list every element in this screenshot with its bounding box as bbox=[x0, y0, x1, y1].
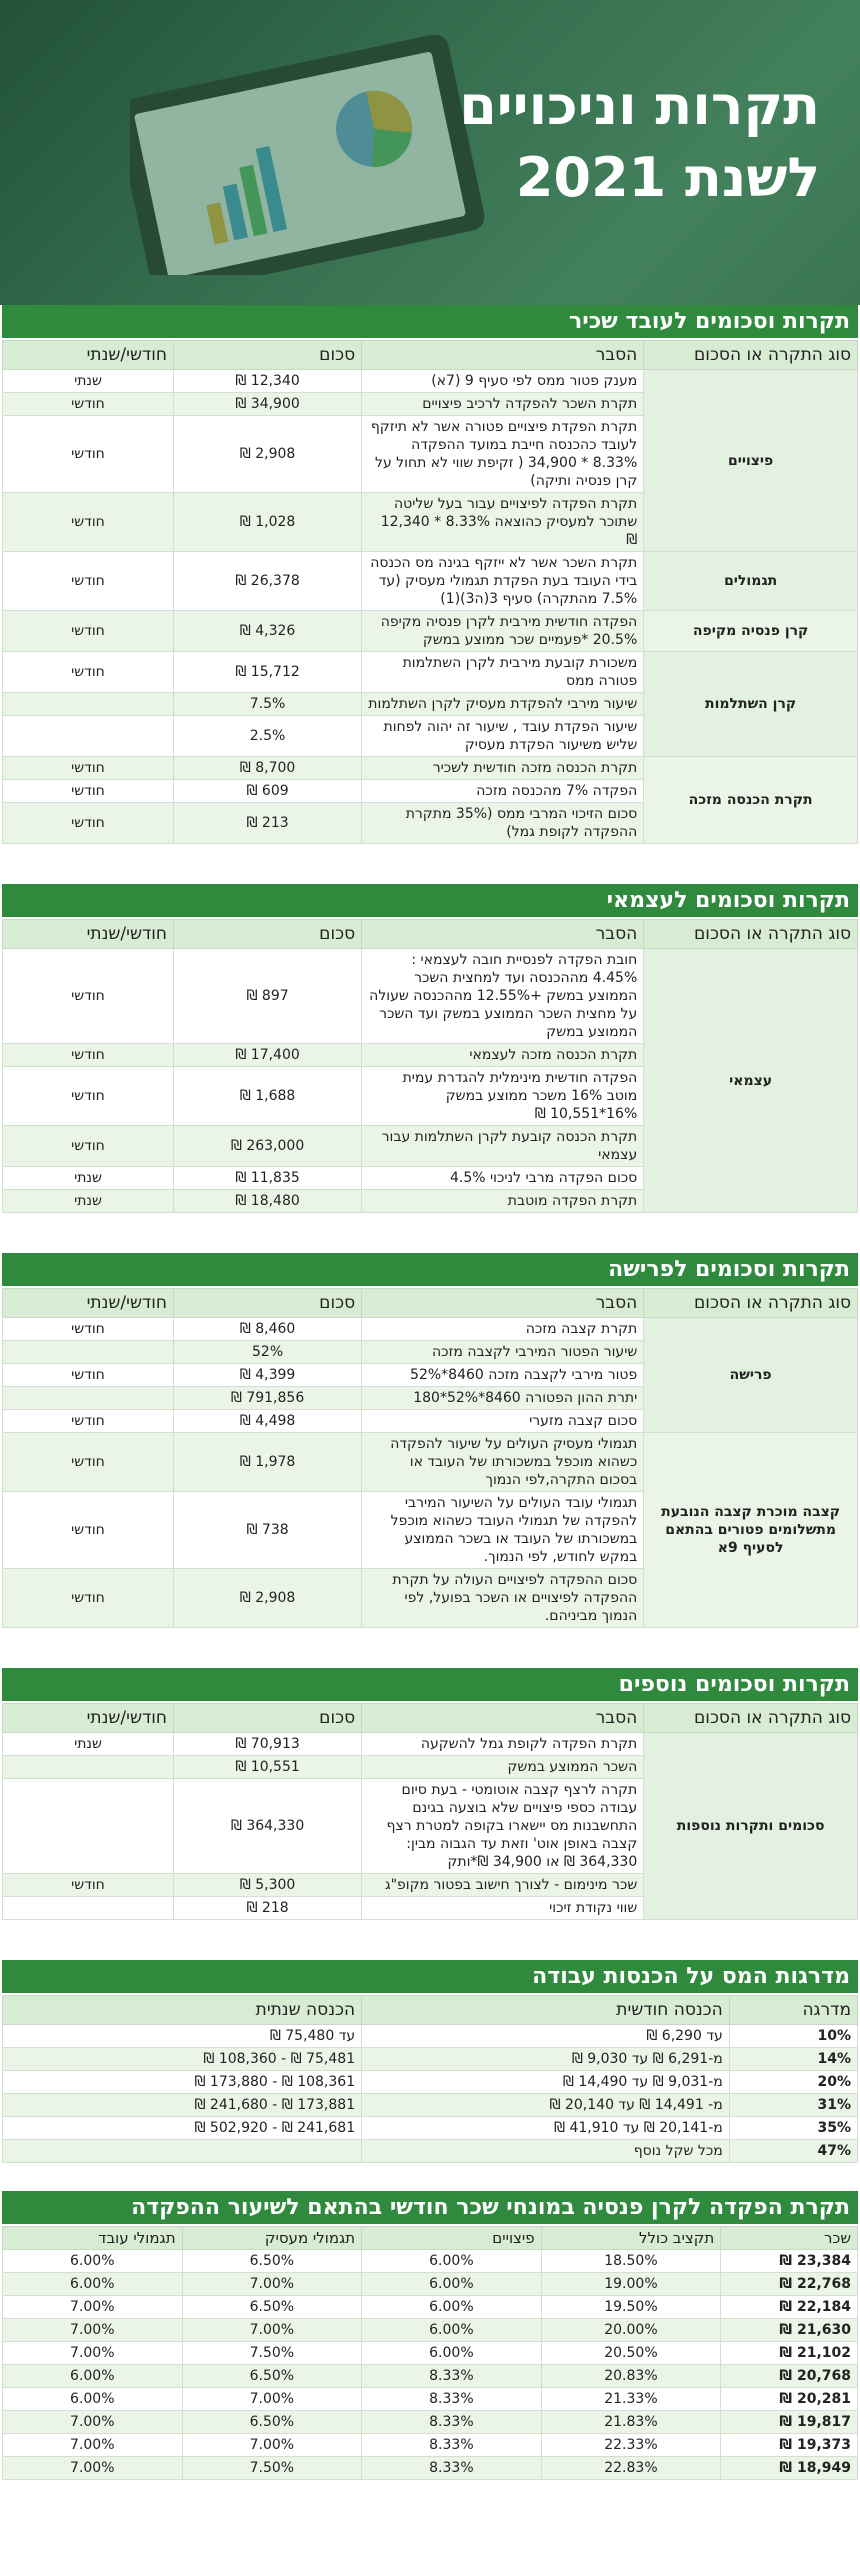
employee-table bbox=[2, 340, 858, 844]
desc-cell: תגמולי מעסיק העולים על שיעור להפקדה כשהוא מוכפל במשכורתו של העובד או בסכום התקרה,לפי הנמוך bbox=[362, 1433, 644, 1492]
table-row bbox=[3, 1733, 858, 1756]
table-row bbox=[3, 2388, 858, 2411]
freq-cell: חודשי bbox=[3, 552, 174, 611]
amount-cell: 7.5% bbox=[174, 693, 362, 716]
self-employed-table bbox=[2, 919, 858, 1213]
freq-cell: שנתי bbox=[3, 1167, 174, 1190]
desc-cell: תקרת הפקדת פיצויים פטורה אשר לא תיזקף לעובד כהכנסה חייבת במועד ההפקדה 8.33% * 34,900 ( זקיפת שווי לא תחול על קרן פנסיה ותיקה) bbox=[362, 416, 644, 493]
freq-cell: חודשי bbox=[3, 757, 174, 780]
severance-cell: 8.33% bbox=[362, 2411, 542, 2434]
amount-cell: 1,028 ₪ bbox=[174, 493, 362, 552]
col-header-severance: פיצויים bbox=[362, 2227, 542, 2250]
category-cell: פיצויים bbox=[644, 370, 858, 552]
freq-cell: חודשי bbox=[3, 1044, 174, 1067]
freq-cell: שנתי bbox=[3, 1733, 174, 1756]
freq-cell bbox=[3, 693, 174, 716]
desc-cell: שיעור מירבי להפקדת מעסיק לקרן השתלמות bbox=[362, 693, 644, 716]
table-row bbox=[3, 2273, 858, 2296]
desc-cell: פטור מירבי לקצבה מזכה 8460*52% bbox=[362, 1364, 644, 1387]
freq-cell bbox=[3, 1897, 174, 1920]
employer-cell: 7.50% bbox=[182, 2342, 362, 2365]
yearly-cell: 108,361 ₪ - 173,880 ₪ bbox=[3, 2071, 362, 2094]
employer-cell: 6.50% bbox=[182, 2250, 362, 2273]
table-header-row bbox=[3, 1704, 858, 1733]
monthly-cell: מ- 14,491 ₪ עד 20,140 ₪ bbox=[362, 2094, 730, 2117]
severance-cell: 8.33% bbox=[362, 2388, 542, 2411]
severance-cell: 6.00% bbox=[362, 2273, 542, 2296]
table-header-row bbox=[3, 920, 858, 949]
severance-cell: 8.33% bbox=[362, 2365, 542, 2388]
severance-cell: 8.33% bbox=[362, 2434, 542, 2457]
total-cell: 22.83% bbox=[541, 2457, 721, 2480]
salary-cell: 21,102 ₪ bbox=[721, 2342, 858, 2365]
desc-cell: שיעור הפטור המירבי לקצבה מזכה bbox=[362, 1341, 644, 1364]
desc-cell: שיעור הפקדת עובד , שיעור זה יהוה לפחות שליש משיעור הפקדת מעסיק bbox=[362, 716, 644, 757]
yearly-cell: 75,481 ₪ - 108,360 ₪ bbox=[3, 2048, 362, 2071]
total-cell: 22.33% bbox=[541, 2434, 721, 2457]
employee-section bbox=[2, 305, 858, 844]
desc-cell: סכום קצבה מזערי bbox=[362, 1410, 644, 1433]
freq-cell: חודשי bbox=[3, 1318, 174, 1341]
freq-cell: חודשי bbox=[3, 652, 174, 693]
table-row bbox=[3, 552, 858, 611]
amount-cell: 52% bbox=[174, 1341, 362, 1364]
table-row bbox=[3, 2411, 858, 2434]
table-row bbox=[3, 2250, 858, 2273]
severance-cell: 6.00% bbox=[362, 2296, 542, 2319]
table-row bbox=[3, 2048, 858, 2071]
freq-cell: חודשי bbox=[3, 1492, 174, 1569]
amount-cell: 4,399 ₪ bbox=[174, 1364, 362, 1387]
hero-banner bbox=[0, 0, 860, 305]
table-row bbox=[3, 2025, 858, 2048]
table-header-row bbox=[3, 2227, 858, 2250]
severance-cell: 6.00% bbox=[362, 2319, 542, 2342]
amount-cell: 11,835 ₪ bbox=[174, 1167, 362, 1190]
freq-cell: חודשי bbox=[3, 493, 174, 552]
freq-cell bbox=[3, 1341, 174, 1364]
desc-cell: הפקדה חודשית מינימלית להגדרת עמית מוטב 16% משכר ממוצע במשק 16%*10,551 ₪ bbox=[362, 1067, 644, 1126]
desc-cell: תקרת הכנסה מזכה חודשית לשכיר bbox=[362, 757, 644, 780]
table-row bbox=[3, 1433, 858, 1492]
table-header-row bbox=[3, 1996, 858, 2025]
col-header-type: סוג התקרה או הסכום bbox=[644, 920, 858, 949]
table-row bbox=[3, 2342, 858, 2365]
amount-cell: 218 ₪ bbox=[174, 1897, 362, 1920]
table-row bbox=[3, 2434, 858, 2457]
self-employed-section-title: תקרות וסכומים לעצמאי bbox=[2, 884, 858, 919]
amount-cell: 8,700 ₪ bbox=[174, 757, 362, 780]
severance-cell: 6.00% bbox=[362, 2250, 542, 2273]
desc-cell: תקרת הפקדה לקופת גמל להשקעה bbox=[362, 1733, 644, 1756]
monthly-cell: מ-9,031 ₪ עד 14,490 ₪ bbox=[362, 2071, 730, 2094]
desc-cell: סכום ההפקדה לפיצויים העולה על תקרת ההפקדה לפיצויים או השכר בפועל, לפי הנמוך מביניהם. bbox=[362, 1569, 644, 1628]
col-header-type: סוג התקרה או הסכום bbox=[644, 1704, 858, 1733]
retirement-section bbox=[2, 1253, 858, 1628]
monthly-cell: מ-20,141 ₪ עד 41,910 ₪ bbox=[362, 2117, 730, 2140]
table-row bbox=[3, 370, 858, 393]
table-row bbox=[3, 2140, 858, 2163]
amount-cell: 8,460 ₪ bbox=[174, 1318, 362, 1341]
freq-cell: חודשי bbox=[3, 611, 174, 652]
col-header-amount: סכום bbox=[174, 1289, 362, 1318]
desc-cell: תקרת הכנסה קובעת לקרן השתלמות עבור עצמאי bbox=[362, 1126, 644, 1167]
desc-cell: תקרת השכר אשר לא ייזקף בגינה מס הכנסה בידי העובד בעת הפקדת תגמולי מעסיק (עד 7.5% מהתקרה) סעיף 3(ה3)(1) bbox=[362, 552, 644, 611]
amount-cell: 738 ₪ bbox=[174, 1492, 362, 1569]
additional-table bbox=[2, 1703, 858, 1920]
employee-cell: 7.00% bbox=[3, 2342, 183, 2365]
tax-section bbox=[2, 1960, 858, 2163]
amount-cell: 791,856 ₪ bbox=[174, 1387, 362, 1410]
category-cell: תגמולים bbox=[644, 552, 858, 611]
desc-cell: תקרה לרצף קצבה אוטומטי - בעת סיום עבודה כספי פיצויים שלא בוצעה בגינם התחשבנות מס יישארו בקופה למטרת רצף קצבה באופן אוט' וזאת עד הגבוה מבין: 364,330 ₪ או 34,900 ₪*ותק bbox=[362, 1779, 644, 1874]
desc-cell: הפקדה 7% מהכנסה מזכה bbox=[362, 780, 644, 803]
table-row bbox=[3, 2457, 858, 2480]
desc-cell: תקרת קצבה מזכה bbox=[362, 1318, 644, 1341]
salary-cell: 20,281 ₪ bbox=[721, 2388, 858, 2411]
tax-table bbox=[2, 1995, 858, 2163]
col-header-monthly: הכנסה חודשית bbox=[362, 1996, 730, 2025]
salary-cell: 22,768 ₪ bbox=[721, 2273, 858, 2296]
total-cell: 20.50% bbox=[541, 2342, 721, 2365]
amount-cell: 1,978 ₪ bbox=[174, 1433, 362, 1492]
desc-cell: שכר מינימום - לצורך חישוב בפטור מקופ"ג bbox=[362, 1874, 644, 1897]
freq-cell: חודשי bbox=[3, 393, 174, 416]
table-row bbox=[3, 949, 858, 1044]
employer-cell: 6.50% bbox=[182, 2411, 362, 2434]
freq-cell: חודשי bbox=[3, 1067, 174, 1126]
tax-section-title: מדרגות המס על הכנסות עבודה bbox=[2, 1960, 858, 1995]
severance-cell: 6.00% bbox=[362, 2342, 542, 2365]
yearly-cell: 241,681 ₪ - 502,920 ₪ bbox=[3, 2117, 362, 2140]
rate-cell: 10% bbox=[729, 2025, 857, 2048]
col-header-total: תקציב כולל bbox=[541, 2227, 721, 2250]
desc-cell: השכר הממוצע במשק bbox=[362, 1756, 644, 1779]
total-cell: 19.00% bbox=[541, 2273, 721, 2296]
freq-cell: שנתי bbox=[3, 1190, 174, 1213]
salary-cell: 21,630 ₪ bbox=[721, 2319, 858, 2342]
col-header-rate: מדרגה bbox=[729, 1996, 857, 2025]
freq-cell bbox=[3, 1756, 174, 1779]
freq-cell bbox=[3, 1387, 174, 1410]
table-row bbox=[3, 2296, 858, 2319]
table-row bbox=[3, 2117, 858, 2140]
hero-title-line1: תקרות וניכויים bbox=[459, 74, 820, 137]
col-header-employee: תגמולי עובד bbox=[3, 2227, 183, 2250]
category-cell: עצמאי bbox=[644, 949, 858, 1213]
table-row bbox=[3, 757, 858, 780]
amount-cell: 2,908 ₪ bbox=[174, 416, 362, 493]
table-row bbox=[3, 2365, 858, 2388]
freq-cell: חודשי bbox=[3, 1569, 174, 1628]
spacer bbox=[0, 844, 860, 884]
employer-cell: 6.50% bbox=[182, 2365, 362, 2388]
freq-cell: חודשי bbox=[3, 416, 174, 493]
desc-cell: מענק פטור ממס לפי סעיף 9 (7א) bbox=[362, 370, 644, 393]
spacer bbox=[0, 1213, 860, 1253]
col-header-freq: חודשי/שנתי bbox=[3, 1704, 174, 1733]
hero-title-line2: לשנת 2021 bbox=[515, 146, 820, 209]
freq-cell: חודשי bbox=[3, 1410, 174, 1433]
employer-cell: 7.00% bbox=[182, 2434, 362, 2457]
employer-cell: 7.00% bbox=[182, 2388, 362, 2411]
desc-cell: סכום הפקדה מרבי לניכוי 4.5% bbox=[362, 1167, 644, 1190]
desc-cell: חובת הפקדה לפנסיית חובה לעצמאי : 4.45% מההכנסה ועד למחצית השכר הממוצע במשק +12.55% מההכנסה שעולה על מחצית השכר הממוצע במשק ועד השכר הממוצע במשק bbox=[362, 949, 644, 1044]
amount-cell: 5,300 ₪ bbox=[174, 1874, 362, 1897]
freq-cell: חודשי bbox=[3, 1364, 174, 1387]
amount-cell: 2.5% bbox=[174, 716, 362, 757]
col-header-explain: הסבר bbox=[362, 1289, 644, 1318]
col-header-freq: חודשי/שנתי bbox=[3, 341, 174, 370]
desc-cell: תקרת השכר להפקדה לרכיב פיצויים bbox=[362, 393, 644, 416]
desc-cell: יתרת ההון הפטורה 8460*52%*180 bbox=[362, 1387, 644, 1410]
col-header-employer: תגמולי מעסיק bbox=[182, 2227, 362, 2250]
amount-cell: 897 ₪ bbox=[174, 949, 362, 1044]
rate-cell: 20% bbox=[729, 2071, 857, 2094]
amount-cell: 26,378 ₪ bbox=[174, 552, 362, 611]
employee-cell: 7.00% bbox=[3, 2319, 183, 2342]
salary-cell: 22,184 ₪ bbox=[721, 2296, 858, 2319]
salary-cell: 23,384 ₪ bbox=[721, 2250, 858, 2273]
additional-section-title: תקרות וסכומים נוספים bbox=[2, 1668, 858, 1703]
col-header-salary: שכר bbox=[721, 2227, 858, 2250]
yearly-cell: עד 75,480 ₪ bbox=[3, 2025, 362, 2048]
desc-cell: משכורת קובעת מירבית לקרן השתלמות פטורה ממס bbox=[362, 652, 644, 693]
freq-cell: חודשי bbox=[3, 1126, 174, 1167]
freq-cell bbox=[3, 1779, 174, 1874]
total-cell: 21.83% bbox=[541, 2411, 721, 2434]
col-header-freq: חודשי/שנתי bbox=[3, 920, 174, 949]
employee-section-title: תקרות וסכומים לעובד שכיר bbox=[2, 305, 858, 340]
desc-cell: תקרת הפקדה מוטבת bbox=[362, 1190, 644, 1213]
category-cell: סכומים ותקרות נוספות bbox=[644, 1733, 858, 1920]
freq-cell bbox=[3, 716, 174, 757]
total-cell: 19.50% bbox=[541, 2296, 721, 2319]
employee-cell: 6.00% bbox=[3, 2273, 183, 2296]
pension-section-title: תקרת הפקדה לקרן פנסיה במונחי שכר חודשי בהתאם לשיעור ההפקדה bbox=[2, 2191, 858, 2226]
amount-cell: 18,480 ₪ bbox=[174, 1190, 362, 1213]
employer-cell: 6.50% bbox=[182, 2296, 362, 2319]
amount-cell: 364,330 ₪ bbox=[174, 1779, 362, 1874]
category-cell: פרישה bbox=[644, 1318, 858, 1433]
amount-cell: 34,900 ₪ bbox=[174, 393, 362, 416]
total-cell: 18.50% bbox=[541, 2250, 721, 2273]
employer-cell: 7.00% bbox=[182, 2319, 362, 2342]
employer-cell: 7.50% bbox=[182, 2457, 362, 2480]
rate-cell: 31% bbox=[729, 2094, 857, 2117]
spacer bbox=[0, 2163, 860, 2191]
col-header-amount: סכום bbox=[174, 1704, 362, 1733]
table-row bbox=[3, 2319, 858, 2342]
amount-cell: 4,498 ₪ bbox=[174, 1410, 362, 1433]
table-header-row bbox=[3, 1289, 858, 1318]
col-header-explain: הסבר bbox=[362, 1704, 644, 1733]
col-header-type: סוג התקרה או הסכום bbox=[644, 341, 858, 370]
category-cell: קרן פנסיה מקיפה bbox=[644, 611, 858, 652]
table-row bbox=[3, 611, 858, 652]
employee-cell: 6.00% bbox=[3, 2388, 183, 2411]
spacer bbox=[0, 1628, 860, 1668]
amount-cell: 4,326 ₪ bbox=[174, 611, 362, 652]
col-header-explain: הסבר bbox=[362, 920, 644, 949]
desc-cell: תגמולי עובד העולים על השיעור המירבי להפקדה של תגמולי העובד כשהוא מוכפל במשכורתו של העובד או בשכר הממוצע במקש לחודש, לפי הנמוך. bbox=[362, 1492, 644, 1569]
employee-cell: 7.00% bbox=[3, 2457, 183, 2480]
retirement-section-title: תקרות וסכומים לפרישה bbox=[2, 1253, 858, 1288]
col-header-amount: סכום bbox=[174, 920, 362, 949]
salary-cell: 18,949 ₪ bbox=[721, 2457, 858, 2480]
table-row bbox=[3, 2071, 858, 2094]
freq-cell: חודשי bbox=[3, 949, 174, 1044]
category-cell: קרן השתלמות bbox=[644, 652, 858, 757]
pension-section bbox=[2, 2191, 858, 2480]
amount-cell: 213 ₪ bbox=[174, 803, 362, 844]
hero-title bbox=[459, 70, 820, 214]
monthly-cell: מכל שקל נוסף bbox=[362, 2140, 730, 2163]
employee-cell: 6.00% bbox=[3, 2365, 183, 2388]
col-header-freq: חודשי/שנתי bbox=[3, 1289, 174, 1318]
freq-cell: חודשי bbox=[3, 1874, 174, 1897]
total-cell: 20.00% bbox=[541, 2319, 721, 2342]
freq-cell: שנתי bbox=[3, 370, 174, 393]
amount-cell: 2,908 ₪ bbox=[174, 1569, 362, 1628]
col-header-amount: סכום bbox=[174, 341, 362, 370]
yearly-cell bbox=[3, 2140, 362, 2163]
col-header-type: סוג התקרה או הסכום bbox=[644, 1289, 858, 1318]
pension-table bbox=[2, 2226, 858, 2480]
salary-cell: 19,373 ₪ bbox=[721, 2434, 858, 2457]
yearly-cell: 173,881 ₪ - 241,680 ₪ bbox=[3, 2094, 362, 2117]
category-cell: קצבה מוכרת קצבה הנובעת מתשלומים פטורים בהתאם לסעיף 9א bbox=[644, 1433, 858, 1628]
salary-cell: 20,768 ₪ bbox=[721, 2365, 858, 2388]
amount-cell: 10,551 ₪ bbox=[174, 1756, 362, 1779]
monthly-cell: מ-6,291 ₪ עד 9,030 ₪ bbox=[362, 2048, 730, 2071]
rate-cell: 47% bbox=[729, 2140, 857, 2163]
table-row bbox=[3, 652, 858, 693]
employee-cell: 7.00% bbox=[3, 2411, 183, 2434]
amount-cell: 12,340 ₪ bbox=[174, 370, 362, 393]
employee-cell: 7.00% bbox=[3, 2434, 183, 2457]
col-header-yearly: הכנסה שנתית bbox=[3, 1996, 362, 2025]
amount-cell: 15,712 ₪ bbox=[174, 652, 362, 693]
amount-cell: 70,913 ₪ bbox=[174, 1733, 362, 1756]
amount-cell: 609 ₪ bbox=[174, 780, 362, 803]
desc-cell: סכום הזיכוי המרבי ממס (35% מתקרת ההפקדה לקופת גמל) bbox=[362, 803, 644, 844]
table-row bbox=[3, 2094, 858, 2117]
employee-cell: 7.00% bbox=[3, 2296, 183, 2319]
table-header-row bbox=[3, 341, 858, 370]
table-row bbox=[3, 1318, 858, 1341]
employer-cell: 7.00% bbox=[182, 2273, 362, 2296]
desc-cell: תקרת הפקדה לפיצויים עבור בעל שליטה שתוכר למעסיק כהוצאה 8.33% * 12,340 ₪ bbox=[362, 493, 644, 552]
self-employed-section bbox=[2, 884, 858, 1213]
total-cell: 20.83% bbox=[541, 2365, 721, 2388]
category-cell: תקרת הכנסה מזכה bbox=[644, 757, 858, 844]
monthly-cell: עד 6,290 ₪ bbox=[362, 2025, 730, 2048]
salary-cell: 19,817 ₪ bbox=[721, 2411, 858, 2434]
amount-cell: 17,400 ₪ bbox=[174, 1044, 362, 1067]
desc-cell: שווי נקודת זיכוי bbox=[362, 1897, 644, 1920]
spacer bbox=[0, 1920, 860, 1960]
rate-cell: 14% bbox=[729, 2048, 857, 2071]
col-header-explain: הסבר bbox=[362, 341, 644, 370]
rate-cell: 35% bbox=[729, 2117, 857, 2140]
freq-cell: חודשי bbox=[3, 1433, 174, 1492]
freq-cell: חודשי bbox=[3, 803, 174, 844]
amount-cell: 1,688 ₪ bbox=[174, 1067, 362, 1126]
desc-cell: תקרת הכנסה מזכה לעצמאי bbox=[362, 1044, 644, 1067]
total-cell: 21.33% bbox=[541, 2388, 721, 2411]
amount-cell: 263,000 ₪ bbox=[174, 1126, 362, 1167]
freq-cell: חודשי bbox=[3, 780, 174, 803]
severance-cell: 8.33% bbox=[362, 2457, 542, 2480]
desc-cell: הפקדה חודשית מירבית לקרן פנסיה מקיפה 20.5% *פעמיים שכר ממוצע במשק bbox=[362, 611, 644, 652]
retirement-table bbox=[2, 1288, 858, 1628]
employee-cell: 6.00% bbox=[3, 2250, 183, 2273]
additional-section bbox=[2, 1668, 858, 1920]
